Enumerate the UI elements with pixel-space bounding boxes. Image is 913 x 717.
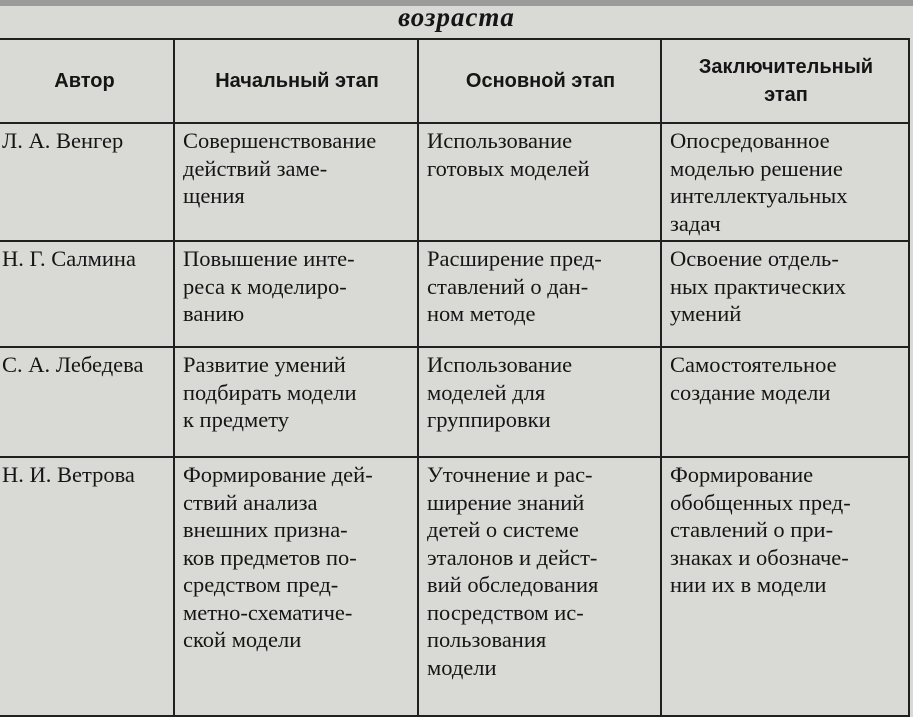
cell-main: Расширение пред- ставлений о дан- ном методе: [418, 241, 661, 347]
header-initial-stage: Начальный этап: [174, 39, 418, 123]
cell-author: Н. Г. Салмина: [0, 241, 174, 347]
table-row: [0, 347, 909, 457]
cell-main: Использование готовых моделей: [418, 123, 661, 241]
cell-author: Н. И. Ветрова: [0, 457, 174, 716]
cell-main: Использование моделей для группировки: [418, 347, 661, 457]
cell-final: Самостоятельное создание модели: [661, 347, 909, 457]
table-row: [0, 241, 909, 347]
cell-initial: Развитие умений подбирать модели к предмету: [174, 347, 418, 457]
table-row: [0, 123, 909, 241]
cell-final: Опосредованное моделью решение интеллектуальных задач: [661, 123, 909, 241]
cell-main: Уточнение и рас- ширение знаний детей о системе эталонов и дейст- вий обследования посредством ис- пользования модели: [418, 457, 661, 716]
table-title: возраста: [398, 2, 515, 32]
cell-initial: Формирование дей- ствий анализа внешних призна- ков предметов по- средством пред- метно-схематиче- ской модели: [174, 457, 418, 716]
cell-final: Освоение отдель- ных практических умений: [661, 241, 909, 347]
header-main-stage: Основной этап: [418, 39, 661, 123]
cell-initial: Повышение инте- реса к моделиро- ванию: [174, 241, 418, 347]
table-row: [0, 457, 909, 716]
cell-final: Формирование обобщенных пред- ставлений о при- знаках и обозначе- нии их в модели: [661, 457, 909, 716]
cell-initial: Совершенствование действий заме- щения: [174, 123, 418, 241]
cell-author: Л. А. Венгер: [0, 123, 174, 241]
cell-author: С. А. Лебедева: [0, 347, 174, 457]
header-row: [0, 39, 909, 123]
header-author: Автор: [0, 39, 174, 123]
comparison-table: [0, 38, 910, 717]
header-final-stage: Заключительный этап: [661, 39, 909, 123]
